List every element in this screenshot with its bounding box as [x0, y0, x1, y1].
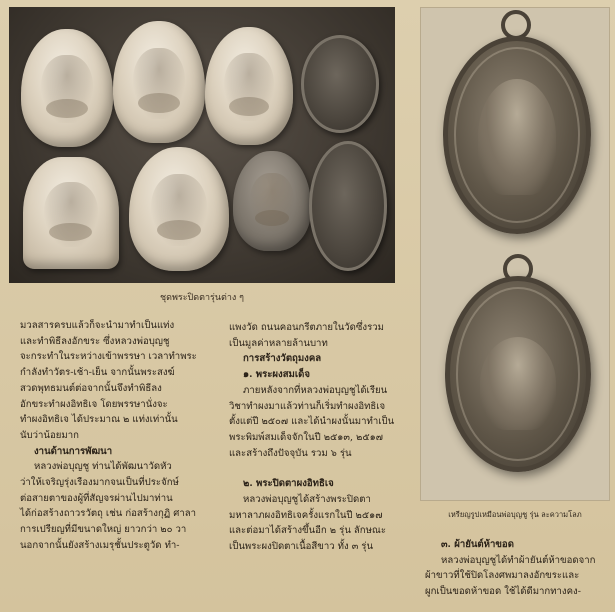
amulet-image: [129, 147, 229, 271]
text-line: นอกจากนั้นยังสร้างเมรุชั้นประตูวัด ทำ-: [20, 539, 180, 551]
text-line: และต่อมาได้สร้างขึ้นอีก ๒ รุ่น ลักษณะ: [229, 525, 386, 537]
text-line: ผ้าขาวที่ใช้ปิดโลงศพมาลงอักขระและ: [425, 570, 580, 582]
amulet-image: [21, 29, 113, 147]
text-line: สวดพุทธมนต์ต่อจากนั้นจึงทำพิธีลง: [20, 382, 162, 394]
text-line: จะกระทำในระหว่างเข้าพรรษา เวลาทำพระ: [20, 351, 197, 363]
amulet-set-caption: ชุดพระปิดตารุ่นต่าง ๆ: [160, 293, 244, 303]
amulet-image: [233, 151, 311, 251]
section-heading: การสร้างวัตถุมงคล: [243, 353, 322, 365]
subsection-heading: ๒. พระปิดตาผงอิทธิเจ: [243, 478, 334, 490]
text-column-2: [229, 320, 417, 555]
section-heading: งานด้านการพัฒนา: [34, 445, 113, 457]
text-line: พระพิมพ์สมเด็จจักในปี ๒๕๑๓, ๒๕๑๗: [229, 431, 383, 443]
medal-portrait-image: [443, 36, 591, 234]
text-line: เป็นมูลค่าหลายล้านบาท: [229, 337, 328, 349]
text-line: นับว่าน้อยมาก: [20, 429, 79, 441]
amulet-set-photo: [9, 7, 395, 283]
medal-reverse-image: [445, 276, 591, 472]
text-line: วิชาทำผงมาแล้วท่านก็เริ่มทำผงอิทธิเจ: [229, 400, 386, 412]
text-column-3: [425, 537, 615, 600]
text-line: มหาลาภผงอิทธิเจครั้งแรกในปี ๒๕๑๗: [229, 509, 383, 521]
text-line: อักขระทำผงอิทธิเจ โดยพรรษานั่งจะ: [20, 398, 168, 410]
amulet-image: [205, 27, 293, 145]
subsection-heading: ๑. พระผงสมเด็จ: [243, 369, 311, 381]
coin-image: [309, 141, 387, 271]
text-line: และสร้างถึงปัจจุบัน รวม ๖ รุ่น: [229, 447, 352, 459]
text-line: การเปรียญที่มีขนาดใหญ่ ยาวกว่า ๒๐ วา: [20, 524, 187, 536]
text-line: ตั้งแต่ปี ๒๕๐๗ และได้นำผงนั้นมาทำเป็น: [229, 416, 395, 428]
amulet-image: [23, 157, 119, 269]
coin-image: [301, 35, 379, 133]
text-line: กำลังทำวัตร-เช้า-เย็น จากนั้นพระสงฆ์: [20, 367, 175, 379]
text-line: ได้ก่อสร้างถาวรวัตถุ เช่น ก่อสร้างกุฏิ ศาลา: [20, 508, 197, 520]
text-column-1: [20, 318, 208, 554]
text-line: หลวงพ่อบุญชู ท่านได้พัฒนาวัดหัว: [34, 461, 172, 473]
text-line: ว่าให้เจริญรุ่งเรืองมากจนเป็นที่ประจักษ์: [20, 477, 179, 489]
text-line: เป็นพระผงปิดตาเนื้อสีขาว ทั้ง ๓ รุ่น: [229, 541, 374, 553]
amulet-image: [113, 21, 205, 143]
text-line: มวลสารครบแล้วก็จะนำมาทำเป็นแท่ง: [20, 320, 175, 331]
text-line: และทำพิธีลงอักขระ ซึ่งหลวงพ่อบุญชู: [20, 335, 170, 347]
text-line: ต่อสายตาของผู้ที่สัญจรผ่านไปมาท่าน: [20, 492, 173, 504]
medal-photo: [420, 7, 610, 501]
text-line: หลวงพ่อบุญชูได้ทำผ้ายันต์ห้าขอดจาก: [441, 554, 596, 566]
subsection-heading: ๓. ผ้ายันต์ห้าขอด: [441, 539, 514, 550]
text-line: แพงวัด ถนนคอนกรีตภายในวัดซึ่งรวม: [229, 322, 384, 333]
text-line: ผูกเป็นขอดห้าขอด ใช้ได้ดีมากทางคง-: [425, 586, 581, 598]
text-line: ภายหลังจากที่หลวงพ่อบุญชูได้เรียน: [243, 384, 388, 396]
text-line: ทำผงอิทธิเจ ได้ประมาณ ๒ แท่งเท่านั้น: [20, 414, 178, 426]
text-line: หลวงพ่อบุญชูได้สร้างพระปิดตา: [243, 494, 371, 506]
medal-caption: เหรียญรูปเหมือนพ่อบุญชู รุ่น ละความโลภ: [448, 510, 582, 519]
